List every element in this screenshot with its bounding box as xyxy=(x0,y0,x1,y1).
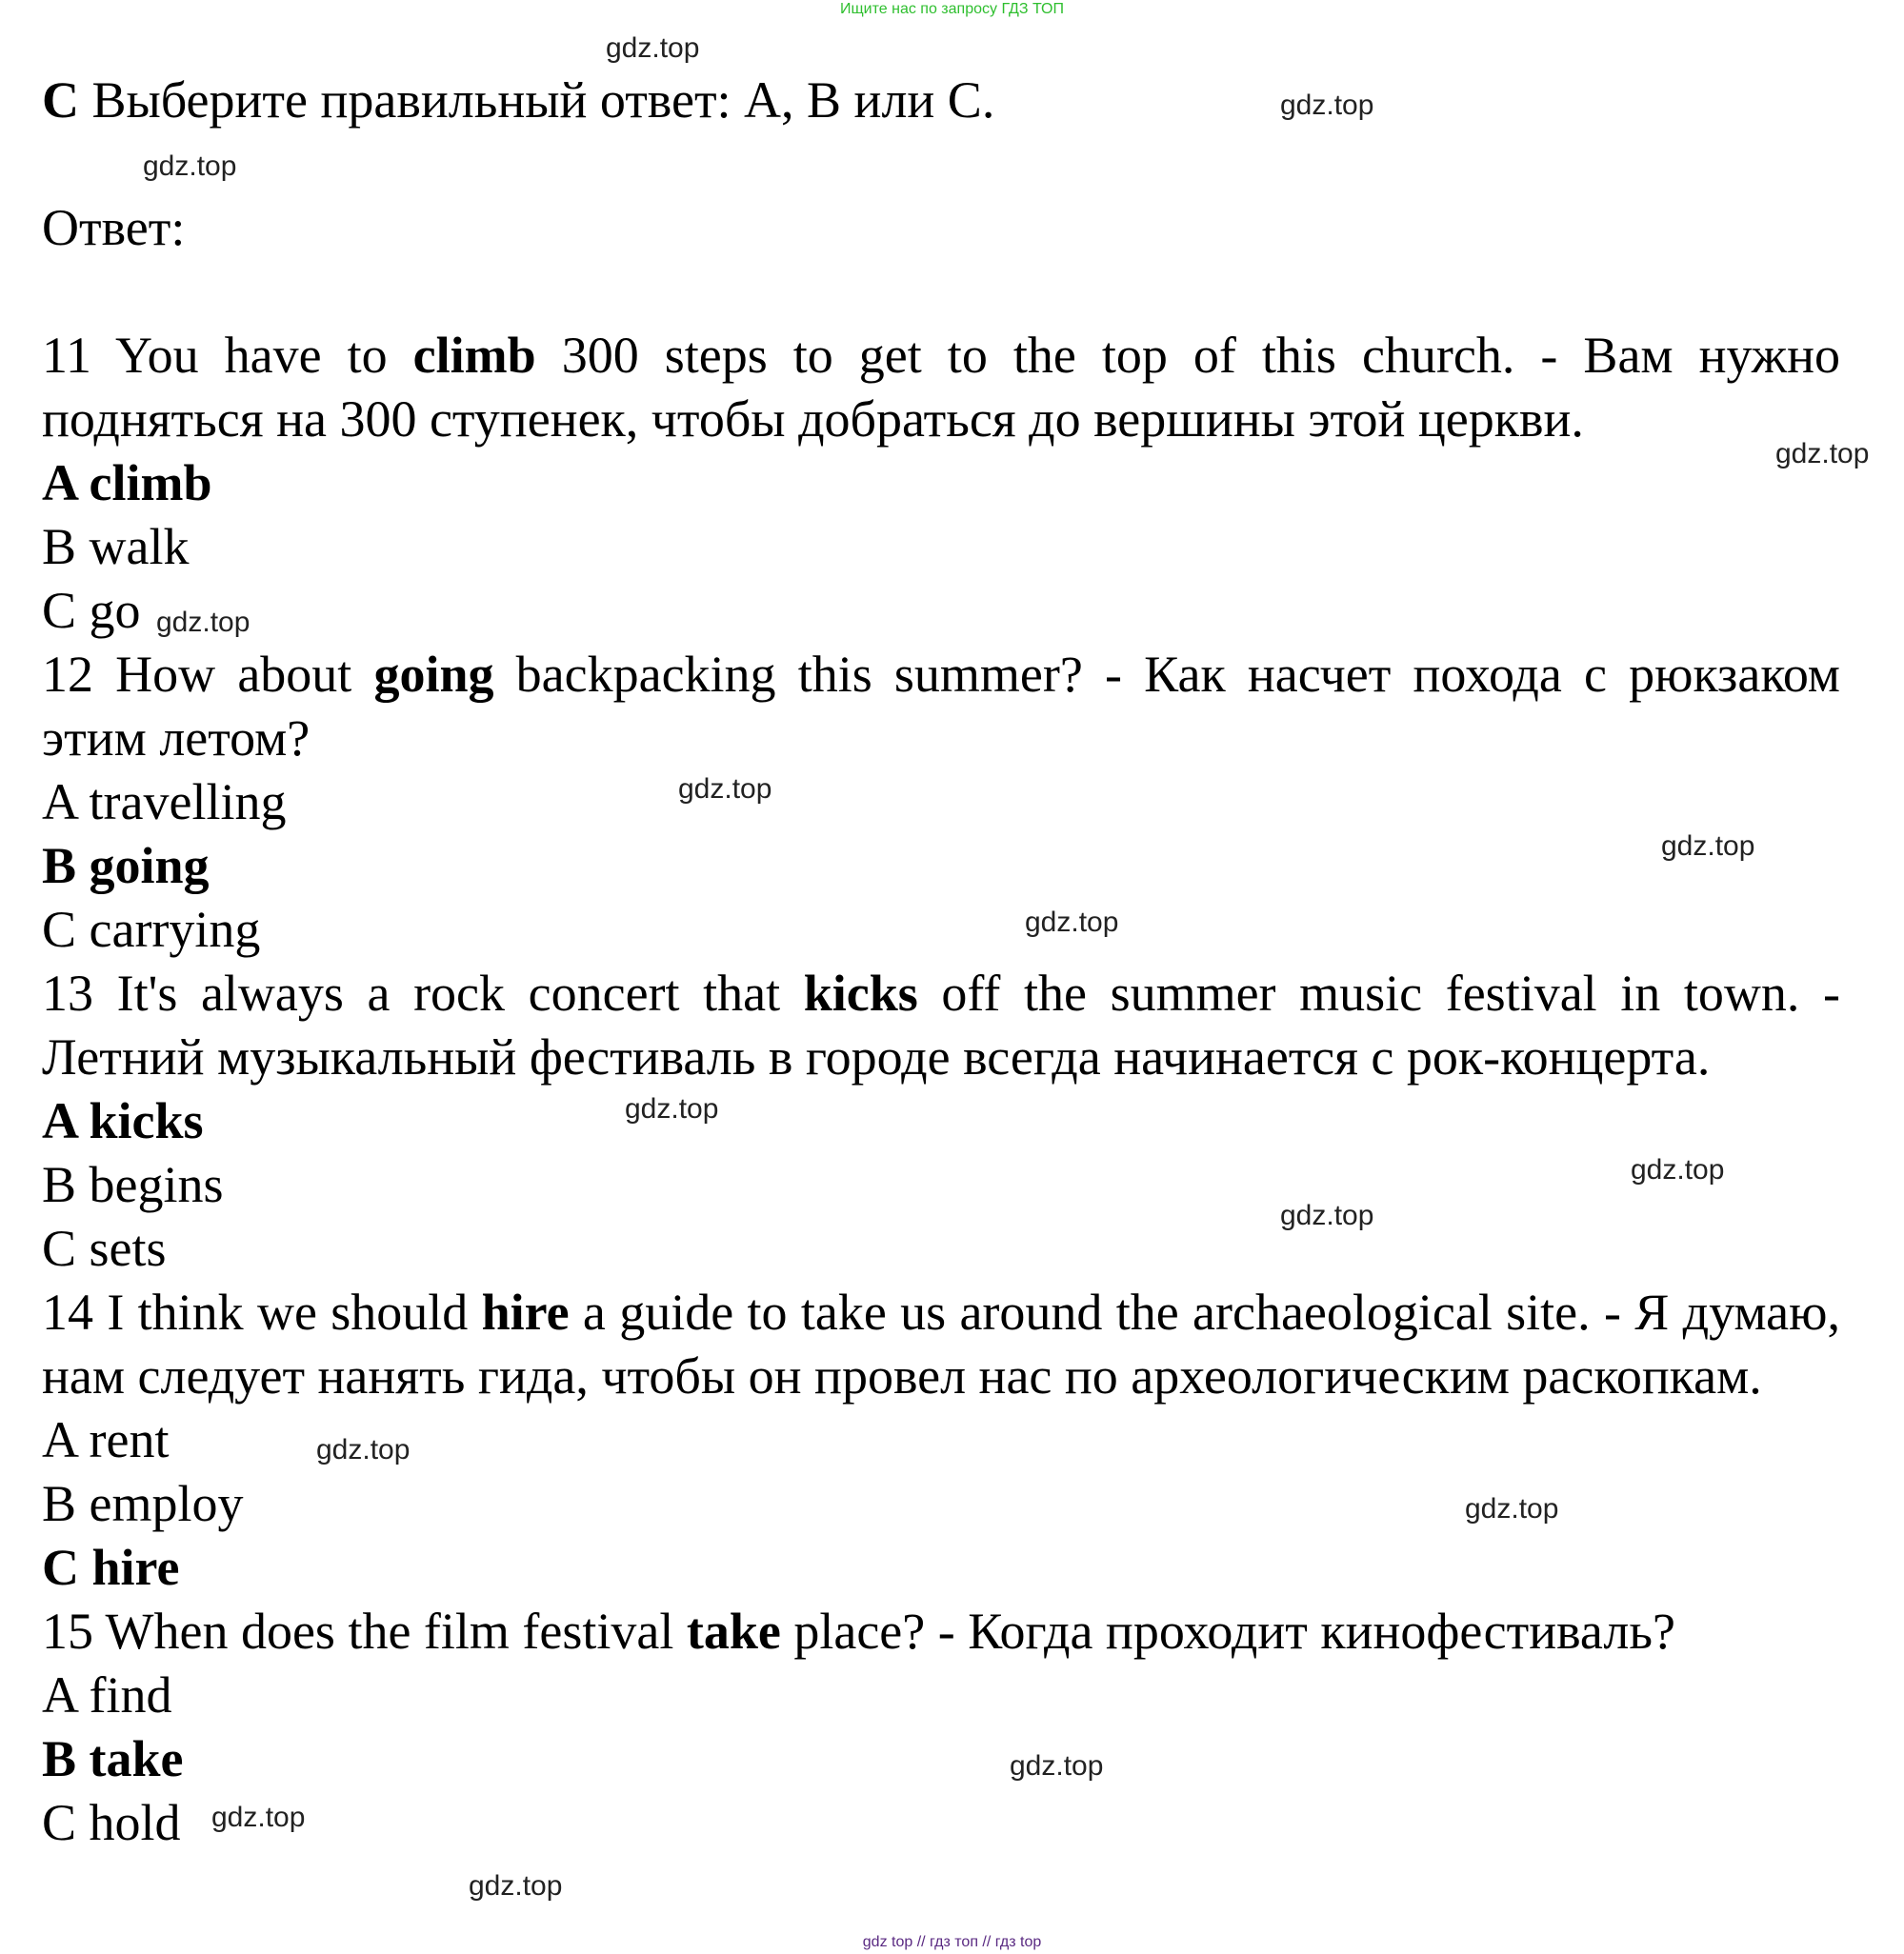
question-text: 300 steps to get to the top of this church. - Вам нужно подняться на 300 ступенек, чтобы добраться до вершины этой церкви. xyxy=(42,327,1841,448)
watermark: gdz.top xyxy=(1025,907,1119,938)
instruction xyxy=(42,69,1840,132)
question-13 xyxy=(42,962,1840,1089)
question-number: 15 xyxy=(42,1603,93,1660)
watermark: gdz.top xyxy=(625,1093,719,1125)
watermark: gdz.top xyxy=(1661,830,1755,862)
question-number: 12 xyxy=(42,646,93,703)
question-text: You have to xyxy=(91,327,413,384)
question-number: 13 xyxy=(42,965,93,1022)
question-text: backpacking this summer? - Как насчет похода с рюкзаком этим летом? xyxy=(42,646,1840,767)
watermark: gdz.top xyxy=(1631,1154,1725,1186)
watermark: gdz.top xyxy=(316,1434,411,1466)
option-c: C hold xyxy=(42,1794,181,1851)
question-text: When does the film festival xyxy=(93,1603,687,1660)
question-12 xyxy=(42,643,1840,770)
question-text: place? - Когда проходит кинофестиваль? xyxy=(780,1603,1675,1660)
question-14 xyxy=(42,1281,1840,1408)
question-text: off the summer music festival in town. - Летний музыкальный фестиваль в городе всегда начинается с рок-концерта. xyxy=(42,965,1840,1086)
watermark: gdz.top xyxy=(1280,1200,1374,1231)
option-b: B begins xyxy=(42,1156,224,1213)
target-word: hire xyxy=(481,1284,570,1341)
target-word: kicks xyxy=(803,965,918,1022)
option-a: A climb xyxy=(42,454,212,511)
watermark: gdz.top xyxy=(469,1870,563,1902)
footer: gdz top // гдз топ // гдз top xyxy=(862,1934,1042,1950)
top-banner: Ищите нас по запросу ГДЗ ТОП xyxy=(840,1,1064,17)
option-a: A travelling xyxy=(42,773,287,830)
option-c: C go xyxy=(42,582,141,639)
option-a: A find xyxy=(42,1666,172,1724)
answer-label: Ответ: xyxy=(42,199,186,256)
target-word: going xyxy=(373,646,494,703)
option-a: A kicks xyxy=(42,1092,204,1149)
instruction-text: Выберите правильный ответ: A, B или C. xyxy=(79,71,995,129)
option-c: C hire xyxy=(42,1539,180,1596)
watermark: gdz.top xyxy=(678,773,772,805)
option-b: B walk xyxy=(42,518,190,575)
question-11 xyxy=(42,324,1840,451)
instruction-letter: C xyxy=(42,71,79,129)
option-b: B employ xyxy=(42,1475,244,1532)
option-c: C carrying xyxy=(42,901,261,958)
watermark: gdz.top xyxy=(1010,1750,1104,1782)
watermark: gdz.top xyxy=(143,150,237,182)
worksheet-content xyxy=(42,69,1840,1855)
option-c: C sets xyxy=(42,1220,167,1277)
watermark: gdz.top xyxy=(1775,438,1870,469)
watermark: gdz.top xyxy=(211,1802,306,1833)
question-number: 14 xyxy=(42,1284,93,1341)
option-b: B going xyxy=(42,837,210,894)
option-a: A rent xyxy=(42,1411,170,1468)
question-text: a guide to take us around the archaeological site. - Я думаю, нам следует нанять гида, чтобы он провел нас по археологическим раскопкам. xyxy=(42,1284,1840,1405)
target-word: climb xyxy=(412,327,536,384)
question-text: I think we should xyxy=(93,1284,482,1341)
target-word: take xyxy=(686,1603,781,1660)
question-text: It's always a rock concert that xyxy=(93,965,804,1022)
watermark: gdz.top xyxy=(1465,1493,1559,1525)
watermark: gdz.top xyxy=(1280,90,1374,121)
question-15 xyxy=(42,1600,1840,1664)
watermark: gdz.top xyxy=(156,607,251,638)
question-text: How about xyxy=(93,646,374,703)
option-b: B take xyxy=(42,1730,184,1787)
question-number: 11 xyxy=(42,327,91,384)
watermark: gdz.top xyxy=(606,32,700,64)
